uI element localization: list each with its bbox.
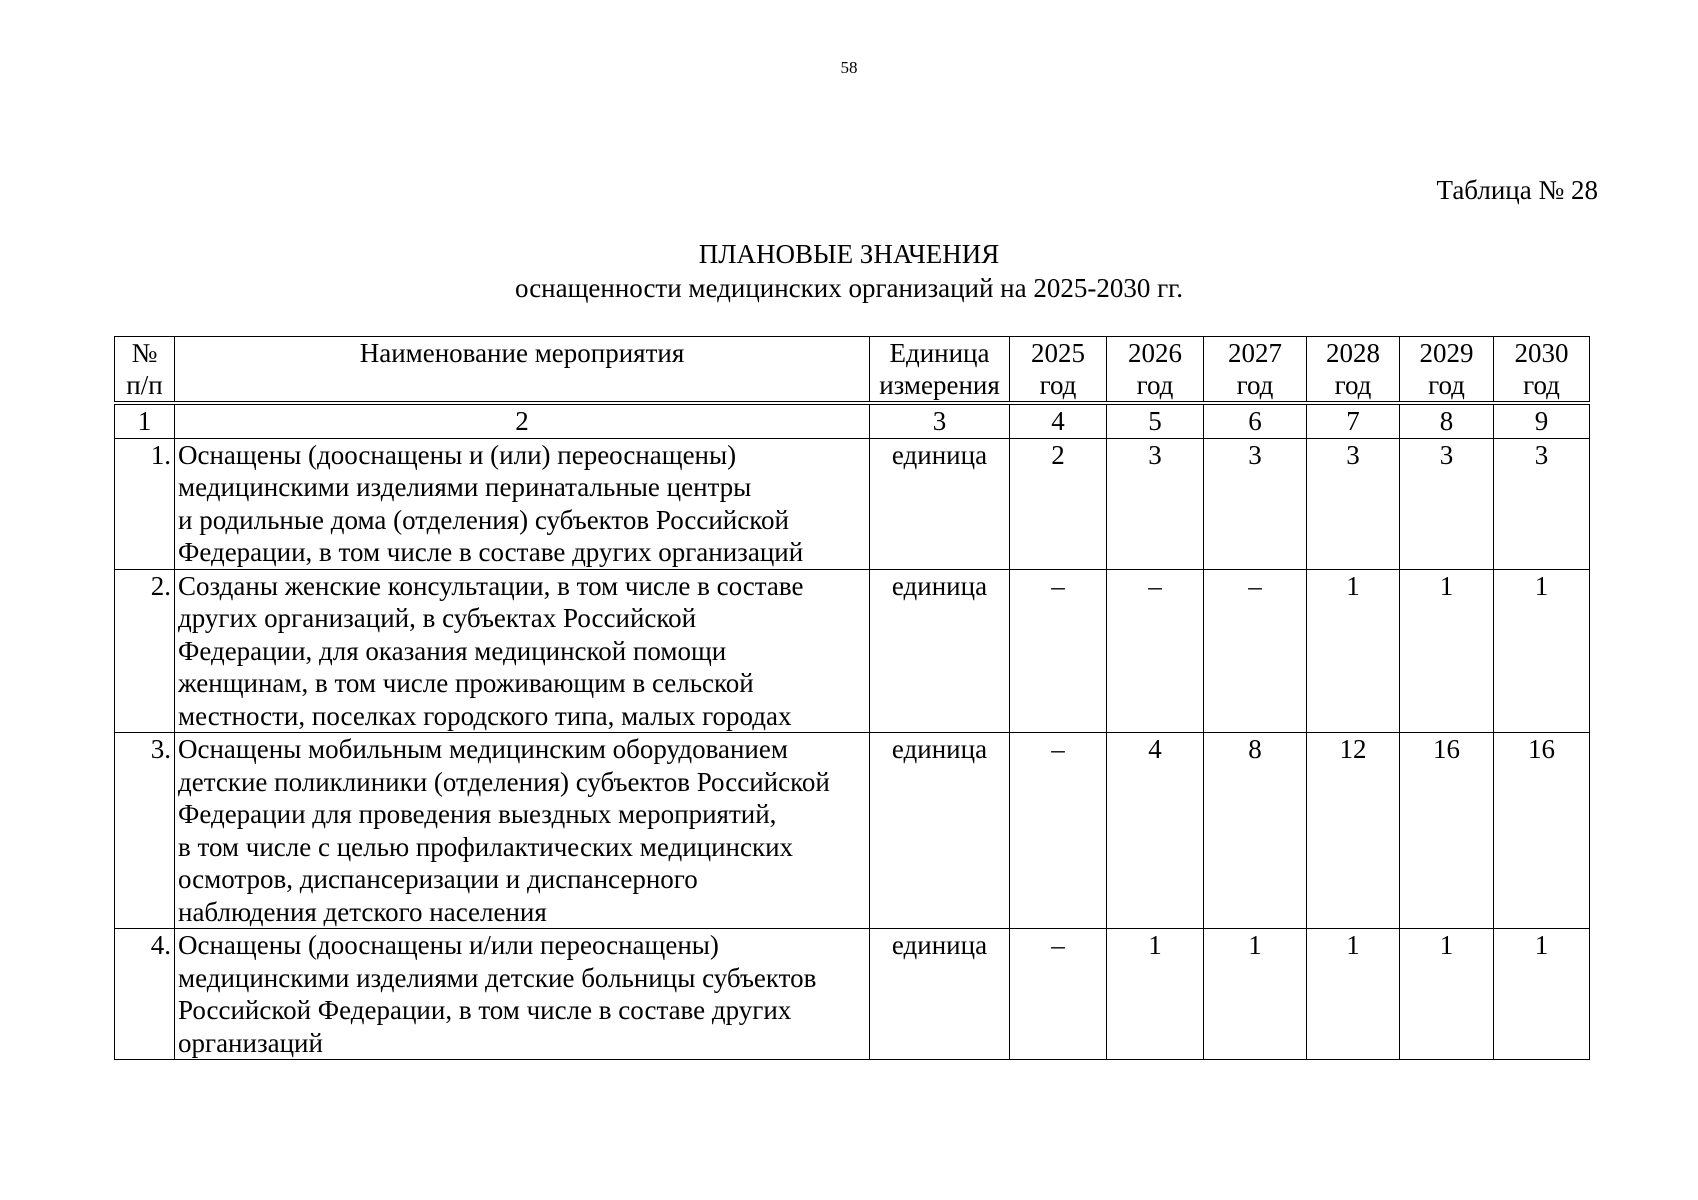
row-number: 1. bbox=[115, 438, 175, 569]
row-name-line: наблюдения детского населения bbox=[178, 896, 547, 927]
table-row bbox=[115, 929, 1590, 1060]
header-year-value: 2028 bbox=[1326, 338, 1380, 368]
header-num bbox=[115, 337, 175, 404]
row-number: 3. bbox=[115, 733, 175, 929]
header-year-suffix: год bbox=[1039, 370, 1077, 400]
row-name-line: Федерации для проведения выездных мероприятий, bbox=[178, 799, 777, 829]
header-name-text: Наименование мероприятия bbox=[359, 338, 685, 368]
row-name-line: Оснащены мобильным медицинским оборудованием bbox=[178, 734, 788, 764]
row-name-line: в том числе с целью профилактических медицинских bbox=[178, 831, 794, 862]
title-block bbox=[0, 237, 1698, 305]
header-year-value: 2026 bbox=[1128, 338, 1182, 368]
row-value: 8 bbox=[1204, 733, 1307, 929]
header-num-line1: № bbox=[131, 338, 158, 368]
table-label: Таблица № 28 bbox=[1436, 175, 1598, 205]
row-value: 1 bbox=[1494, 929, 1590, 1060]
row-name-line: местности, поселках городского типа, малых городах bbox=[178, 700, 792, 731]
header-row bbox=[115, 337, 1590, 404]
header-year bbox=[1107, 337, 1204, 404]
column-number: 2 bbox=[175, 403, 870, 438]
row-value: – bbox=[1010, 929, 1107, 1060]
header-year-suffix: год bbox=[1236, 370, 1274, 400]
row-name-line: Федерации, в том числе в составе других организаций bbox=[178, 537, 804, 567]
row-name-line: Оснащены (дооснащены и (или) переоснащены) bbox=[178, 439, 737, 470]
row-name bbox=[175, 929, 870, 1060]
row-unit: единица bbox=[870, 438, 1010, 569]
header-year-suffix: год bbox=[1523, 370, 1560, 400]
row-unit: единица bbox=[870, 929, 1010, 1060]
row-value: 1 bbox=[1494, 569, 1590, 733]
row-value: 16 bbox=[1400, 733, 1494, 929]
row-value: 3 bbox=[1494, 438, 1590, 569]
row-name-line: других организаций, в субъектах Российской bbox=[178, 603, 697, 633]
header-year-value: 2025 bbox=[1031, 338, 1085, 368]
row-value: 3 bbox=[1204, 438, 1307, 569]
row-value: 3 bbox=[1400, 438, 1494, 569]
row-unit: единица bbox=[870, 733, 1010, 929]
row-value: 1 bbox=[1204, 929, 1307, 1060]
plan-table bbox=[114, 336, 1590, 1060]
column-number: 6 bbox=[1204, 403, 1307, 438]
row-name-line: и родильные дома (отделения) субъектов Российской bbox=[178, 504, 789, 535]
column-number: 8 bbox=[1400, 403, 1494, 438]
header-year bbox=[1010, 337, 1107, 404]
row-name-line: женщинам, в том числе проживающим в сельской bbox=[178, 668, 754, 698]
row-value: – bbox=[1010, 733, 1107, 929]
row-name-line: Созданы женские консультации, в том числе в составе bbox=[178, 570, 804, 601]
column-number: 7 bbox=[1307, 403, 1400, 438]
row-name-line: Федерации, для оказания медицинской помощи bbox=[178, 635, 727, 666]
column-number: 9 bbox=[1494, 403, 1590, 438]
column-number: 5 bbox=[1107, 403, 1204, 438]
row-value: 3 bbox=[1307, 438, 1400, 569]
header-year-value: 2027 bbox=[1228, 338, 1282, 368]
header-year bbox=[1400, 337, 1494, 404]
header-year bbox=[1204, 337, 1307, 404]
row-value: 2 bbox=[1010, 438, 1107, 569]
header-unit bbox=[870, 337, 1010, 404]
header-year-suffix: год bbox=[1136, 370, 1174, 400]
row-name bbox=[175, 569, 870, 733]
row-name-line: Российской Федерации, в том числе в составе других bbox=[178, 995, 792, 1025]
header-unit-line1: Единица bbox=[889, 338, 990, 368]
row-value: 12 bbox=[1307, 733, 1400, 929]
column-number: 3 bbox=[870, 403, 1010, 438]
row-value: 1 bbox=[1400, 569, 1494, 733]
header-year-suffix: год bbox=[1334, 370, 1372, 400]
document-subtitle: оснащенности медицинских организаций на 2025-2030 гг. bbox=[515, 273, 1183, 303]
row-number: 4. bbox=[115, 929, 175, 1060]
row-name-line: медицинскими изделиями детские больницы субъектов bbox=[178, 962, 817, 993]
row-name-line: медицинскими изделиями перинатальные центры bbox=[178, 472, 752, 502]
row-value: – bbox=[1010, 569, 1107, 733]
header-year bbox=[1307, 337, 1400, 404]
row-number: 2. bbox=[115, 569, 175, 733]
row-unit: единица bbox=[870, 569, 1010, 733]
table-row bbox=[115, 569, 1590, 733]
column-number: 1 bbox=[115, 403, 175, 438]
column-number-row bbox=[115, 403, 1590, 438]
row-value: 16 bbox=[1494, 733, 1590, 929]
row-value: 3 bbox=[1107, 438, 1204, 569]
header-unit-line2: измерения bbox=[879, 370, 1000, 400]
table-row bbox=[115, 438, 1590, 569]
row-value: 4 bbox=[1107, 733, 1204, 929]
header-year bbox=[1494, 337, 1590, 404]
row-value: 1 bbox=[1307, 569, 1400, 733]
row-value: 1 bbox=[1400, 929, 1494, 1060]
row-name-line: организаций bbox=[178, 1027, 323, 1058]
row-value: 1 bbox=[1307, 929, 1400, 1060]
table-row bbox=[115, 733, 1590, 929]
page-number: 58 bbox=[840, 58, 858, 77]
row-name-line: детские поликлиники (отделения) субъектов Российской bbox=[178, 766, 830, 797]
row-value: – bbox=[1107, 569, 1204, 733]
header-year-value: 2029 bbox=[1419, 338, 1474, 368]
row-name bbox=[175, 733, 870, 929]
document-title: ПЛАНОВЫЕ ЗНАЧЕНИЯ bbox=[698, 239, 1000, 269]
row-value: – bbox=[1204, 569, 1307, 733]
header-num-line2: п/п bbox=[126, 370, 163, 400]
header-year-value: 2030 bbox=[1514, 338, 1569, 368]
row-name bbox=[175, 438, 870, 569]
header-year-suffix: год bbox=[1428, 370, 1465, 400]
row-name-line: осмотров, диспансеризации и диспансерного bbox=[178, 864, 698, 894]
row-name-line: Оснащены (дооснащены и/или переоснащены) bbox=[178, 930, 719, 960]
row-value: 1 bbox=[1107, 929, 1204, 1060]
header-name bbox=[175, 337, 870, 404]
column-number: 4 bbox=[1010, 403, 1107, 438]
